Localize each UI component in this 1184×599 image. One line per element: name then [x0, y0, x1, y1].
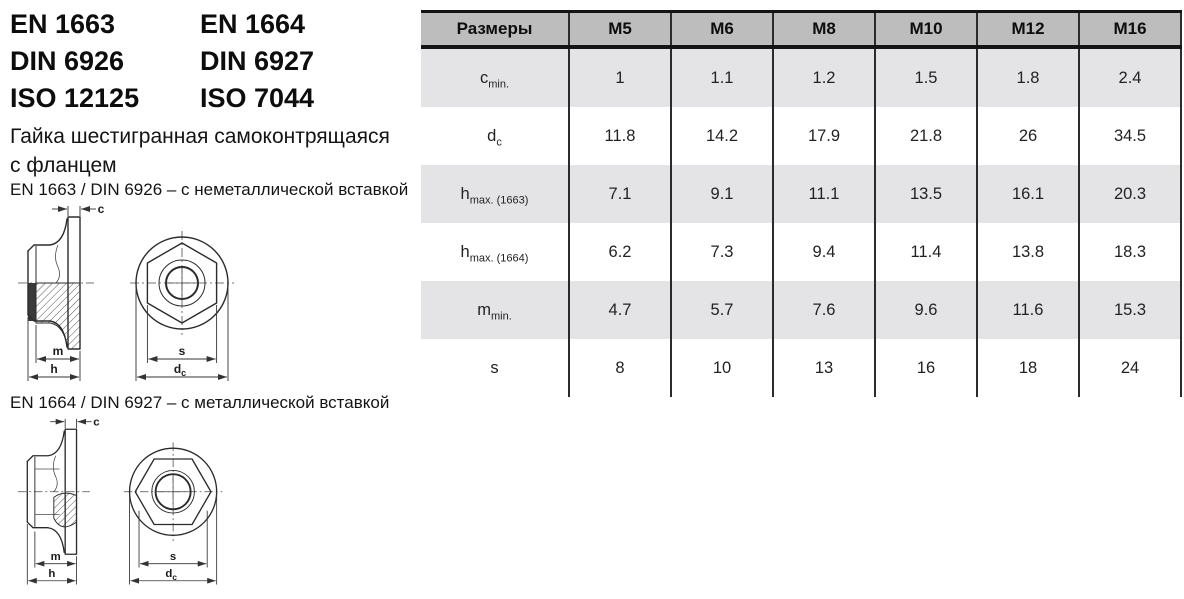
page-title	[10, 122, 390, 180]
header-m12: M12	[977, 12, 1079, 48]
row-label: $h_{max. (1663)}$	[460, 184, 529, 206]
table-row-dc	[421, 107, 1181, 165]
cell-value: 2.4	[1079, 47, 1181, 107]
header-m8: M8	[773, 12, 875, 48]
fig1-dim-h-label: h	[50, 362, 58, 376]
figure1-drawing	[12, 203, 262, 396]
page-title-line2: с фланцем	[10, 154, 117, 177]
cell-value: 10	[671, 339, 773, 397]
standard-iso-7044: ISO 7044	[200, 83, 315, 113]
header-m6: M6	[671, 12, 773, 48]
table-header-row	[421, 12, 1181, 48]
cell-value: 14.2	[671, 107, 773, 165]
cell-value: 13.8	[977, 223, 1079, 281]
table-row-c-min	[421, 47, 1181, 107]
fig1-side-view	[18, 217, 94, 349]
standard-iso-12125: ISO 12125	[10, 83, 140, 113]
figure1-svg	[12, 203, 262, 391]
row-label: $d_c$	[487, 126, 502, 148]
cell-value: 16	[875, 339, 977, 397]
fig2-dim-m-label: m	[50, 550, 61, 563]
fig2-dim-c-label: c	[93, 416, 100, 429]
cell-value: 21.8	[875, 107, 977, 165]
row-label: $m_{min.}$	[477, 300, 512, 322]
standard-en-1664: EN 1664	[200, 9, 306, 39]
cell-value: 15.3	[1079, 281, 1181, 339]
cell-value: 4.7	[569, 281, 671, 339]
cell-value: 26	[977, 107, 1079, 165]
figure1-caption: EN 1663 / DIN 6926 – с неметаллической вставкой	[10, 180, 409, 199]
cell-value: 7.1	[569, 165, 671, 223]
header-m16: M16	[1079, 12, 1181, 48]
cell-value: 13	[773, 339, 875, 397]
fig2-dim-c	[50, 416, 100, 428]
standard-en-1663: EN 1663	[10, 9, 116, 39]
cell-value: 6.2	[569, 223, 671, 281]
standard-din-6926: DIN 6926	[10, 46, 125, 76]
dimensions-table	[421, 10, 1182, 397]
fig1-dim-dc-label: $d_c$	[173, 362, 187, 378]
cell-value: 20.3	[1079, 165, 1181, 223]
page-title-line1: Гайка шестигранная самоконтрящаяся	[10, 125, 390, 148]
row-label: s	[490, 358, 499, 377]
fig1-dim-c-label: c	[97, 203, 105, 216]
fig2-dim-h-label: h	[48, 567, 56, 580]
cell-value: 16.1	[977, 165, 1079, 223]
header-m5: M5	[569, 12, 671, 48]
cell-value: 34.5	[1079, 107, 1181, 165]
table-row-h-max-1663	[421, 165, 1181, 223]
cell-value: 18	[977, 339, 1079, 397]
header-sizes: Размеры	[421, 12, 569, 48]
fig2-dim-m	[35, 532, 77, 585]
fig1-front-view	[130, 231, 234, 335]
fig1-dim-s-label: s	[178, 344, 186, 358]
cell-value: 17.9	[773, 107, 875, 165]
cell-value: 9.4	[773, 223, 875, 281]
standards-column-2	[200, 6, 314, 117]
cell-value: 13.5	[875, 165, 977, 223]
fig1-dim-m-label: m	[52, 344, 64, 358]
cell-value: 9.1	[671, 165, 773, 223]
cell-value: 1	[569, 47, 671, 107]
standard-din-6927: DIN 6927	[200, 46, 315, 76]
cell-value: 8	[569, 339, 671, 397]
figure2-drawing	[12, 416, 249, 599]
cell-value: 7.3	[671, 223, 773, 281]
cell-value: 11.4	[875, 223, 977, 281]
table-row-h-max-1664	[421, 223, 1181, 281]
row-label: $h_{max. (1664)}$	[460, 242, 529, 264]
cell-value: 18.3	[1079, 223, 1181, 281]
table-row-m-min	[421, 281, 1181, 339]
fig2-dim-dc-label: $d_c$	[165, 567, 178, 582]
cell-value: 11.6	[977, 281, 1079, 339]
cell-value: 11.8	[569, 107, 671, 165]
figure2-svg	[12, 416, 249, 594]
cell-value: 1.8	[977, 47, 1079, 107]
cell-value: 1.5	[875, 47, 977, 107]
cell-value: 1.1	[671, 47, 773, 107]
cell-value: 1.2	[773, 47, 875, 107]
table-row-s	[421, 339, 1181, 397]
fig2-side-view	[18, 429, 90, 554]
row-label: $c_{min.}$	[479, 68, 510, 90]
cell-value: 9.6	[875, 281, 977, 339]
fig1-dim-c	[52, 203, 105, 216]
cell-value: 24	[1079, 339, 1181, 397]
fig2-dim-s-label: s	[169, 550, 177, 563]
cell-value: 5.7	[671, 281, 773, 339]
figure2-caption: EN 1664 / DIN 6927 – с металлической вставкой	[10, 393, 390, 412]
standards-column-1	[10, 6, 139, 117]
header-m10: M10	[875, 12, 977, 48]
cell-value: 7.6	[773, 281, 875, 339]
cell-value: 11.1	[773, 165, 875, 223]
